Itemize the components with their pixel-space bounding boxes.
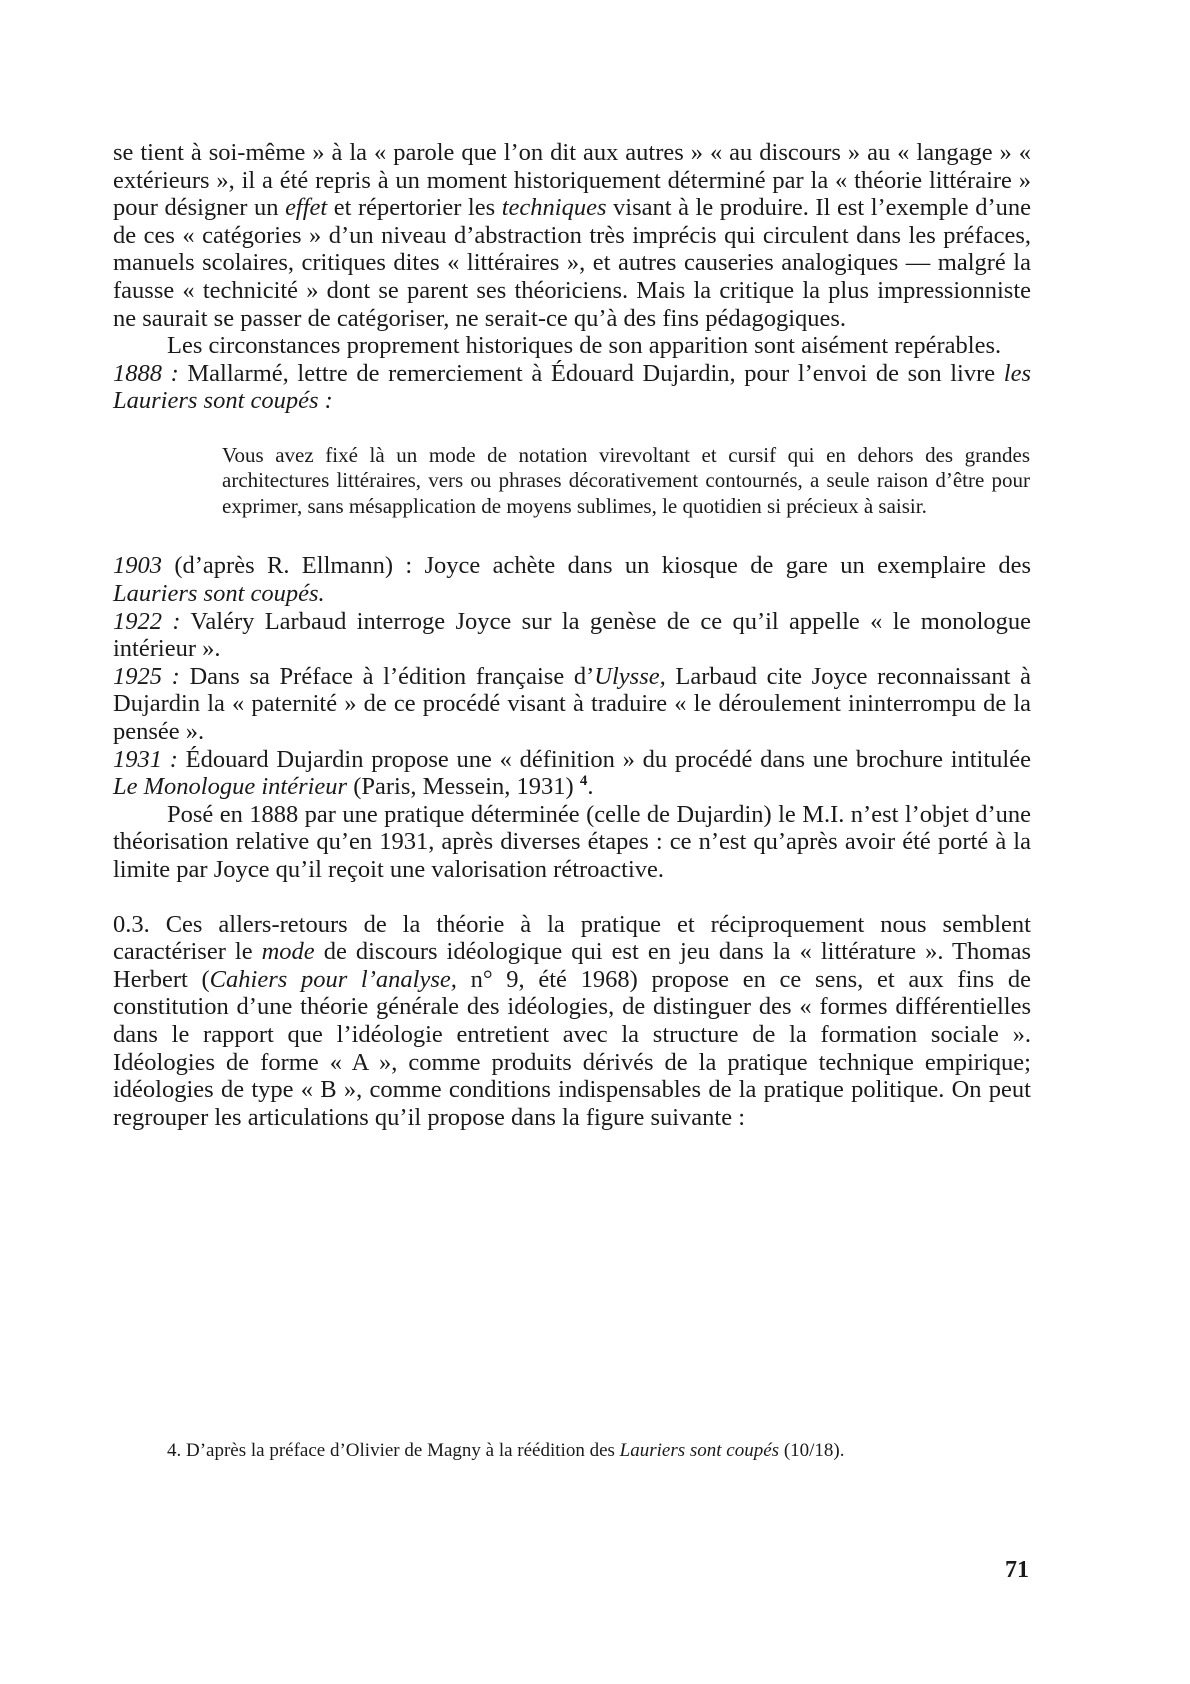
footnote	[113, 1438, 1031, 1463]
italic-text: 1931 :	[113, 745, 178, 773]
paragraph	[113, 801, 1031, 884]
text-run: Vous avez fixé là un mode de notation virevoltant et cursif qui en dehors des grandes architectures littéraires, vers ou phrases décorativement contournés, a seule raison d’être pour exprimer, sans mésapplication de moyens sublimes, le quotidien si précieux à saisir.	[222, 442, 1030, 518]
text-run: Édouard Dujardin propose une « définition » du procédé dans une brochure intitulée	[177, 745, 1031, 773]
footnote-ref: 4	[579, 773, 588, 790]
italic-text: Ulysse,	[594, 662, 666, 690]
paragraph	[113, 663, 1031, 746]
footnote-number: 4.	[167, 1440, 182, 1461]
text-run: (Paris, Messein, 1931)	[347, 773, 580, 801]
text-run: Dans sa Préface à l’édition française d’	[179, 662, 595, 690]
text-run: de discours idéologique qui est en jeu dans la « littérature ». Thomas Herbert (	[113, 938, 1031, 993]
italic-text: 1888 :	[113, 359, 179, 387]
text-run: Larbaud cite Joyce reconnaissant à Dujardin la « paternité » de ce procédé visant à traduire « le déroulement ininterrompu de la pensée ».	[113, 662, 1031, 745]
text-run: (10/18).	[779, 1440, 845, 1461]
text-run: Mallarmé, lettre de remerciement à Édouard Dujardin, pour l’envoi de son livre	[178, 359, 1004, 387]
italic-text: les Lauriers sont coupés :	[113, 359, 1031, 415]
paragraph	[113, 360, 1031, 415]
text-run: .	[587, 773, 594, 801]
text-run: 0.3. Ces allers-retours de la théorie à la pratique et réciproquement nous semblent caractériser le	[113, 910, 1031, 966]
italic-text: Lauriers sont coupés.	[113, 580, 325, 608]
main-text	[113, 139, 1031, 1131]
italic-text: 1925 :	[113, 662, 180, 690]
italic-text: 1903	[113, 552, 162, 580]
paragraph	[113, 608, 1031, 663]
text-run: et répertorier les	[327, 194, 502, 222]
italic-text: mode	[261, 938, 315, 966]
paragraph	[113, 332, 1031, 360]
italic-text: Le Monologue intérieur	[113, 773, 348, 801]
text-run: D’après la préface d’Olivier de Magny à la réédition des	[181, 1440, 620, 1461]
paragraph	[113, 911, 1031, 1132]
section-gap	[113, 884, 1031, 911]
text-run: Valéry Larbaud interroge Joyce sur la genèse de ce qu’il appelle « le monologue intérieur ».	[113, 607, 1031, 663]
paragraph	[113, 746, 1031, 801]
italic-text: Cahiers pour l’analyse,	[209, 965, 457, 993]
footnote-text	[113, 1438, 1031, 1463]
text-run: Posé en 1888 par une pratique déterminée (celle de Dujardin) le M.I. n’est l’objet d’une théorisation relative qu’en 1931, après diverses étapes : ce n’est qu’après avoir été porté à la limite par Joyce qu’il reçoit une valorisation rétroactive.	[113, 800, 1031, 883]
text-run: se tient à soi-même » à la « parole que l’on dit aux autres » « au discours » au « langage » « extérieurs », il a été repris à un moment historiquement déterminé par la « théorie littéraire » pour désigner un	[113, 139, 1031, 222]
italic-text: Lauriers sont coupés	[619, 1440, 780, 1461]
text-run: n° 9, été 1968) propose en ce sens, et aux fins de constitution d’une théorie générale des idéologies, de distinguer des « formes différentielles dans le rapport que l’idéologie entretient avec la structure de la formation sociale ». Idéologies de forme « A », comme produits dérivés de la pratique technique empirique; idéologies de type « B », comme conditions indispensables de la pratique politique. On peut regrouper les articulations qu’il propose dans la figure suivante :	[113, 965, 1031, 1131]
paragraph	[113, 552, 1031, 607]
text-run: (d’après R. Ellmann) : Joyce achète dans un kiosque de gare un exemplaire des	[162, 552, 1031, 580]
italic-text: techniques	[501, 194, 607, 222]
page-number: 71	[1005, 1557, 1029, 1583]
paragraph	[113, 139, 1031, 332]
text-run: visant à le produire. Il est l’exemple d’une de ces « catégories » d’un niveau d’abstraction très imprécis qui circulent dans les préfaces, manuels scolaires, critiques dites « littéraires », et autres causeries analogiques — malgré la fausse « technicité » dont se parent ses théoriciens. Mais la critique la plus impressionniste ne saurait se passer de catégoriser, ne serait-ce qu’à des fins pédagogiques.	[113, 194, 1031, 332]
italic-text: effet	[285, 194, 328, 222]
block-quote	[222, 443, 1030, 520]
text-run: Les circonstances proprement historiques de son apparition sont aisément repérables.	[167, 332, 1002, 360]
italic-text: 1922 :	[113, 607, 181, 635]
